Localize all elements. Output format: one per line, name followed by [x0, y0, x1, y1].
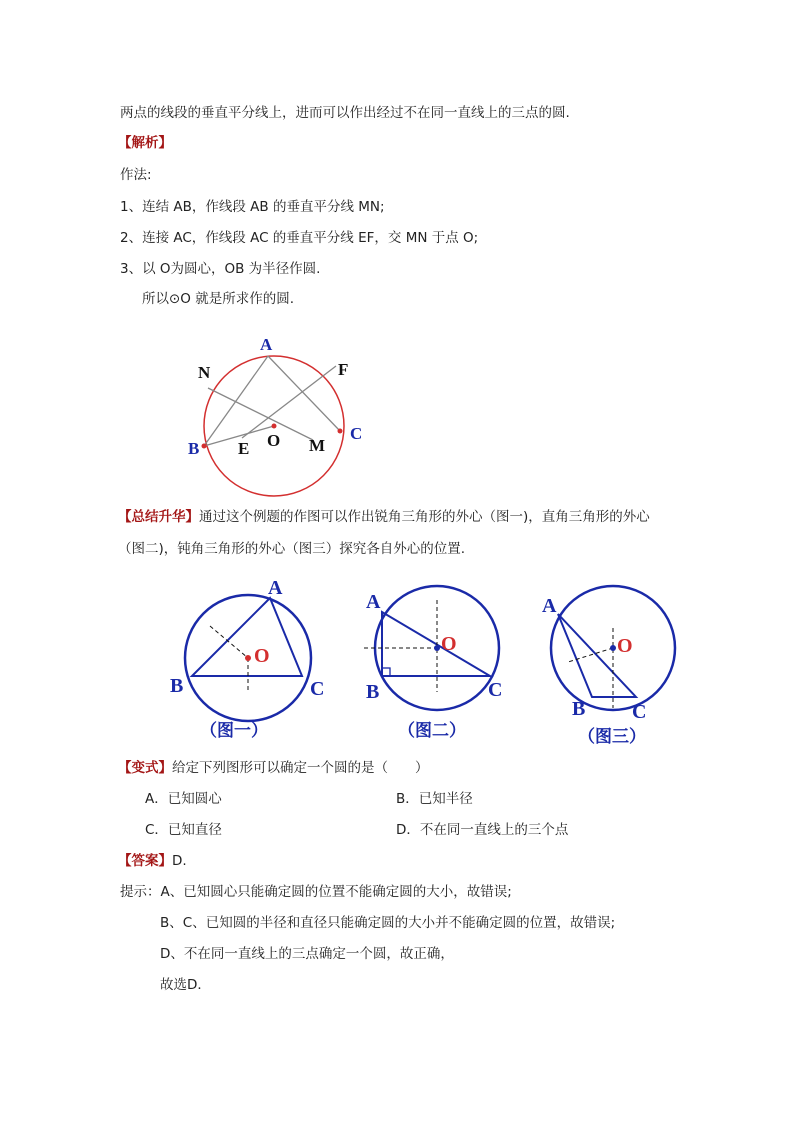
fig3-label-O: O	[617, 635, 633, 657]
point-C-dot	[338, 429, 343, 434]
option-B[interactable]: B．已知半径	[396, 791, 473, 807]
figure-right	[360, 570, 540, 750]
fig3-label-B: B	[572, 698, 586, 720]
fig2-label-O: O	[441, 633, 457, 655]
fig3-label-A: A	[542, 595, 557, 617]
point-B-dot	[202, 444, 207, 449]
label-C: C	[350, 424, 363, 443]
label-E: E	[238, 439, 250, 458]
hint-line-4: 故选D．	[160, 977, 211, 993]
label-O: O	[267, 431, 281, 450]
fig2-label-C: C	[488, 679, 503, 701]
fig1-label-C: C	[310, 678, 325, 700]
hint-line-1: 提示：A、已知圆心只能确定圆的位置不能确定圆的大小，故错误;	[120, 884, 512, 900]
fig3-caption: （图三）	[578, 727, 646, 747]
fig2-label-A: A	[366, 591, 381, 613]
summary-text-1: 通过这个例题的作图可以作出锐角三角形的外心（图一)，直角三角形的外心	[199, 509, 650, 525]
fig1-center-dot	[245, 655, 251, 661]
fig1-label-A: A	[268, 577, 283, 599]
option-C[interactable]: C．已知直径	[145, 822, 222, 838]
point-O-dot	[272, 424, 277, 429]
label-B: B	[188, 439, 200, 458]
label-A: A	[260, 335, 273, 354]
fig2-right-angle	[382, 668, 390, 676]
construction-figure	[180, 330, 380, 500]
step-2: 2、连接 AC，作线段 AC 的垂直平分线 EF，交 MN 于点 O;	[120, 230, 479, 246]
figure-acute	[160, 570, 350, 750]
fig3-label-C: C	[632, 701, 647, 723]
fig1-label-B: B	[170, 675, 184, 697]
intro-line: 两点的线段的垂直平分线上，进而可以作出经过不在同一直线上的三点的圆.	[120, 105, 570, 121]
bisector-EF	[242, 366, 336, 438]
fig1-label-O: O	[254, 645, 270, 667]
variant-line	[118, 759, 429, 777]
fig3-center-dot	[610, 645, 616, 651]
summary-heading: 【总结升华】	[118, 509, 199, 525]
step-3: 3、以 O为圆心，OB 为半径作圆.	[120, 261, 321, 277]
label-N: N	[198, 363, 211, 382]
segment-AB	[204, 356, 268, 446]
option-A[interactable]: A．已知圆心	[145, 791, 222, 807]
hint-line-2: B、C、已知圆的半径和直径只能确定圆的大小并不能确定圆的位置，故错误;	[160, 915, 616, 931]
hint-line-3: D、不在同一直线上的三点确定一个圆，故正确，	[160, 946, 454, 962]
fig2-label-B: B	[366, 681, 380, 703]
segment-AC	[268, 356, 340, 431]
step-1: 1、连结 AB，作线段 AB 的垂直平分线 MN;	[120, 199, 385, 215]
method-label: 作法:	[120, 167, 152, 183]
fig2-center-dot	[434, 645, 440, 651]
option-D[interactable]: D．不在同一直线上的三个点	[396, 822, 569, 838]
figure-obtuse	[538, 580, 698, 760]
variant-heading: 【变式】	[118, 760, 172, 776]
fig2-caption: （图二）	[398, 721, 466, 741]
label-M: M	[309, 436, 326, 455]
summary-line-1	[118, 508, 650, 526]
fig1-caption: （图一）	[200, 721, 268, 741]
answer-heading: 【答案】	[118, 853, 172, 869]
summary-line-2: （图二)，钝角三角形的外心（图三）探究各自外心的位置.	[118, 541, 466, 557]
answer-value: D.	[172, 853, 187, 869]
conclusion: 所以⊙O 就是所求作的圆.	[142, 291, 295, 307]
analysis-heading: 【解析】	[118, 135, 172, 151]
answer-line	[118, 852, 187, 870]
fig2-triangle	[382, 612, 490, 676]
variant-question: 给定下列图形可以确定一个圆的是（ ）	[172, 760, 429, 776]
label-F: F	[338, 360, 349, 379]
